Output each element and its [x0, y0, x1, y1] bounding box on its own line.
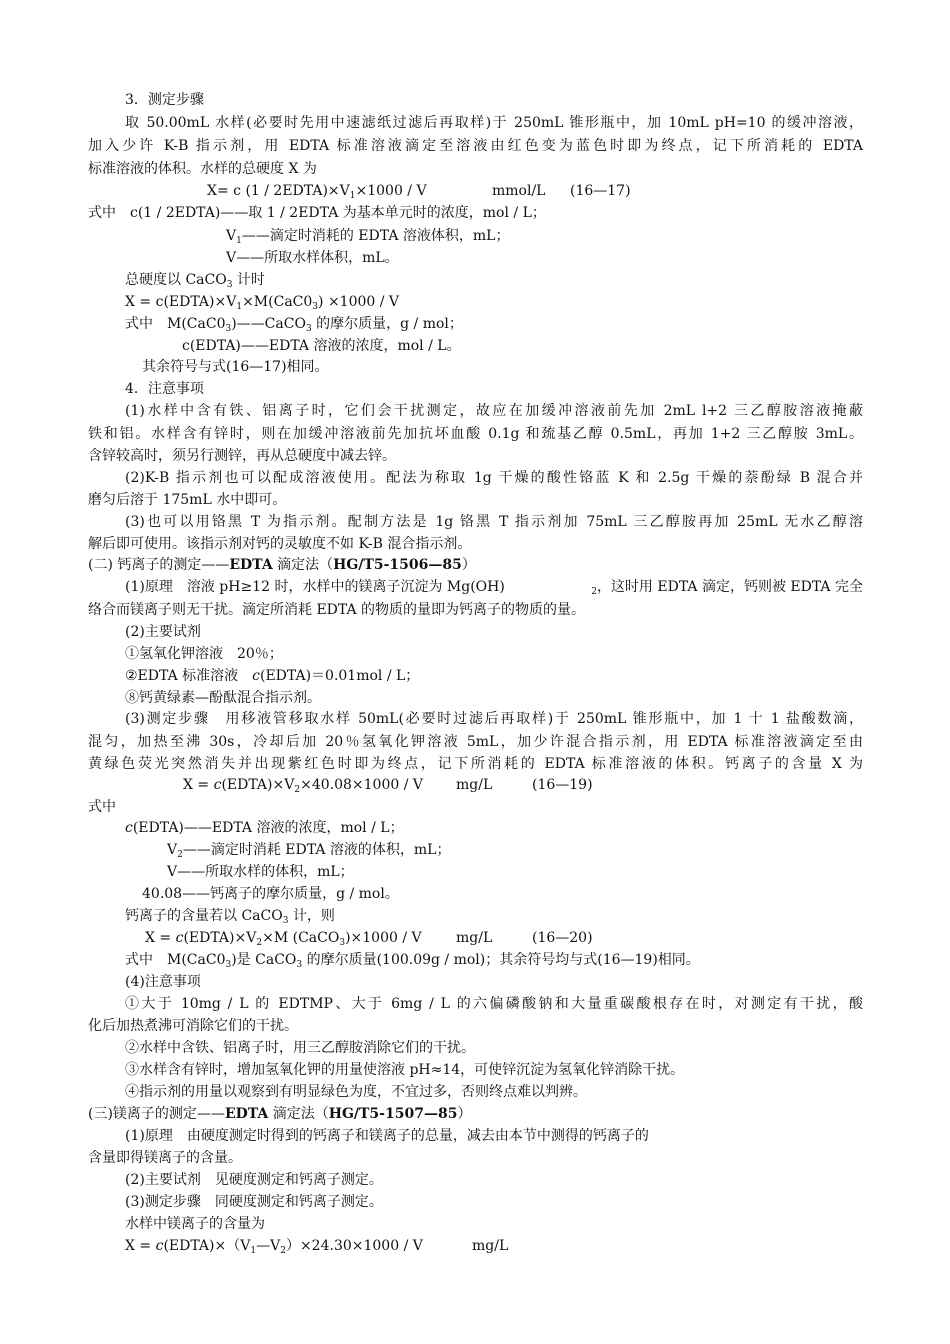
where-line: [88, 203, 546, 223]
where-line: [125, 314, 463, 334]
paragraph-line: [125, 709, 863, 729]
equation-number: [532, 775, 593, 795]
line-text: ②水样中含铁、铝离子时，用三乙醇胺消除它们的干扰。: [125, 1040, 475, 1056]
formula-part: X = c(EDTA)×V: [125, 294, 237, 310]
formula-16-19: [183, 775, 423, 795]
subscript: 2: [294, 785, 301, 795]
line-text: 式中 M(CaC0: [125, 316, 226, 332]
line-text: 钙离子的含量若以 CaCO: [125, 908, 283, 924]
formula-part: ）×24.30×1000 / V: [285, 1238, 423, 1254]
paragraph-line: [125, 906, 335, 926]
line-text: )是 CaCO: [231, 952, 297, 968]
paragraph-line: [125, 577, 863, 597]
subscript: 2: [177, 850, 183, 860]
list-item: [125, 644, 283, 664]
italic-symbol: c: [175, 930, 184, 946]
line-text: ①大于 10mg / L 的 EDTMP、大于 6mg / L 的六偏磷酸钠和大量重碳酸根存在时，对测定有干扰，酸: [125, 996, 863, 1012]
line-text: 式中 M(CaC0: [125, 952, 226, 968]
line-text: (3)测定步骤 用移液管移取水样 50mL(必要时过滤后再取样)于 250mL 锥形瓶中，加 1 十 1 盐酸数滴，: [125, 711, 863, 727]
line-text: ⑧钙黄绿素—酚酞混合指示剂。: [125, 690, 321, 706]
where-line: [125, 818, 404, 838]
subscript: 2: [591, 587, 597, 597]
line-text: (4)注意事项: [125, 974, 201, 990]
formula-part: ×40.08×1000 / V: [300, 777, 423, 793]
subscript: 3: [305, 324, 312, 334]
paragraph-line: [125, 1192, 383, 1212]
paragraph-line: [88, 1148, 242, 1168]
paragraph-line: [125, 512, 863, 532]
heading-bold: HG/T5-1507—85: [328, 1106, 458, 1122]
section-heading-calcium: [88, 555, 476, 575]
paragraph-line: [88, 600, 585, 620]
line-text: V——所取水样体积，mL。: [226, 250, 399, 266]
line-text: 计时: [232, 272, 265, 288]
paragraph-line: [88, 754, 863, 774]
line-text: 混匀，加热至沸 30s，冷却后加 20％氢氧化钾溶液 5mL，加少许混合指示剂，用 EDTA 标准溶液滴定至由: [88, 734, 863, 750]
subheading-notes: [125, 972, 201, 992]
heading-text: (二) 钙离子的测定——: [88, 557, 230, 573]
line-text: ，这时用 EDTA 滴定，钙则被 EDTA 完全: [596, 579, 863, 595]
formula-magnesium: [125, 1236, 423, 1256]
formula-part: X= c (1 / 2EDTA)×V: [207, 183, 350, 199]
paragraph-line: [125, 113, 863, 133]
formula-part: ) ×1000 / V: [318, 294, 400, 310]
where-line: [182, 336, 461, 356]
line-text: (2)主要试剂: [125, 624, 201, 640]
line-text: 40.08——钙离子的摩尔质量，g / mol。: [142, 886, 399, 902]
equation-number: [570, 181, 631, 201]
line-text: 铁和铝。水样含有锌时，则在加缓冲溶液前先加抗坏血酸 0.1g 和巯基乙醇 0.5mL，再加 1+2 三乙醇胺 3mL。: [88, 426, 863, 442]
formula-part: (EDTA)×V: [183, 930, 257, 946]
subscript: 1: [349, 191, 356, 201]
list-item: [125, 1038, 475, 1058]
line-text: ——滴定时消耗的 EDTA 溶液体积，mL；: [241, 228, 510, 244]
line-text: 络合而镁离子则无干扰。滴定所消耗 EDTA 的物质的量即为钙离子的物质的量。: [88, 602, 586, 618]
line-text: 式中 c(1 / 2EDTA)——取 1 / 2EDTA 为基本单元时的浓度，mol / L；: [88, 205, 546, 221]
italic-symbol: c: [125, 820, 133, 836]
line-text: V: [226, 228, 237, 244]
heading-text: (三)镁离子的测定——: [88, 1106, 225, 1122]
where-line: [167, 862, 354, 882]
paragraph-line: [125, 1170, 383, 1190]
subscript: 2: [256, 938, 263, 948]
subscript: 3: [339, 938, 346, 948]
formula-16-20: [145, 928, 422, 948]
formula-part: (EDTA)×V: [221, 777, 295, 793]
formula-part: ×M(CaC0: [242, 294, 313, 310]
line-text: V——所取水样的体积，mL；: [167, 864, 354, 880]
subscript: 1: [250, 1246, 257, 1256]
where-line: [167, 840, 450, 860]
line-text: V: [167, 842, 178, 858]
heading-bold: EDTA: [224, 1106, 269, 1122]
paragraph-line: [88, 159, 317, 179]
line-text: 式中: [88, 799, 116, 815]
line-text: 加入少许 K-B 指示剂，用 EDTA 标准溶液滴定至溶液由红色变为蓝色时即为终点，记下所消耗的 EDTA: [88, 138, 863, 154]
subscript: 3: [226, 280, 233, 290]
formula-part: X =: [145, 930, 176, 946]
italic-symbol: c: [213, 777, 222, 793]
where-line: [125, 950, 700, 970]
formula-part: X =: [125, 1238, 156, 1254]
paragraph-line: [88, 136, 863, 156]
line-text: (1)水样中含有铁、铝离子时，它们会干扰测定，故应在加缓冲溶液前先加 2mL l+2 三乙醇胺溶液掩蔽: [125, 403, 863, 419]
heading-bold: EDTA: [229, 557, 273, 573]
line-text: 磨匀后溶于 175mL 水中即可。: [88, 492, 287, 508]
paragraph-line: [125, 270, 265, 290]
heading-text: 4．注意事项: [125, 381, 204, 397]
line-text: ——滴定时消耗 EDTA 溶液的体积，mL；: [182, 842, 451, 858]
where-line: [88, 797, 116, 817]
line-text: 总硬度以 CaCO: [125, 272, 227, 288]
subscript: 3: [282, 916, 289, 926]
paragraph-line: [125, 468, 863, 488]
subheading-reagents: [125, 622, 201, 642]
italic-symbol: c: [155, 1238, 164, 1254]
unit-text: mg/L: [456, 930, 493, 946]
line-text: (2)K-B 指示剂也可以配成溶液使用。配法为称取 1g 干燥的酸性铬蓝 K 和 2.5g 干燥的萘酚绿 B 混合并: [125, 470, 863, 486]
paragraph-line: [125, 1126, 649, 1146]
line-text: (EDTA)——EDTA 溶液的浓度，mol / L；: [132, 820, 404, 836]
paragraph-line: [125, 994, 863, 1014]
paragraph-line: [88, 424, 863, 444]
equation-number-text: (16—17): [570, 183, 631, 199]
equation-number-text: (16—19): [532, 777, 593, 793]
equation-number-text: (16—20): [532, 930, 593, 946]
line-text: 黄绿色荧光突然消失并出现紫红色时即为终点，记下所消耗的 EDTA 标准溶液的体积。钙离子的含量 X 为: [88, 756, 863, 772]
line-text: (3)也可以用铬黑 T 为指示剂。配制方法是 1g 铬黑 T 指示剂加 75mL 三乙醇胺再加 25mL 无水乙醇溶: [125, 514, 863, 530]
paragraph-line: [125, 401, 863, 421]
line-text: (EDTA)＝0.01mol / L；: [259, 668, 420, 684]
heading-text: 3．测定步骤: [125, 92, 204, 108]
list-item: [125, 1082, 587, 1102]
line-text: 解后即可使用。该指示剂对钙的灵敏度不如 K-B 混合指示剂。: [88, 536, 472, 552]
line-text: ③水样含有锌时，增加氢氧化钾的用量使溶液 pH≈14，可使锌沉淀为氢氧化锌消除干扰。: [125, 1062, 685, 1078]
subscript: 3: [225, 324, 232, 334]
line-text: )——CaCO: [231, 316, 306, 332]
italic-symbol: c: [252, 668, 260, 684]
formula-part: —V: [256, 1238, 281, 1254]
paragraph-line: [88, 446, 396, 466]
unit-text: mg/L: [456, 777, 493, 793]
subscript: 3: [296, 960, 303, 970]
line-text: (1)原理 溶液 pH≥12 时，水样中的镁离子沉淀为 Mg(OH): [125, 579, 505, 595]
heading-text: ）: [457, 1106, 472, 1122]
line-text: (1)原理 由硬度测定时得到的钙离子和镁离子的总量，减去由本节中测得的钙离子的: [125, 1128, 649, 1144]
unit-text: mmol/L: [492, 183, 546, 199]
paragraph-line: [125, 1214, 265, 1234]
line-text: ①氢氧化钾溶液 20％；: [125, 646, 283, 662]
formula-unit: [472, 1236, 508, 1256]
paragraph-line: [88, 1016, 298, 1036]
section-heading-notes: [125, 379, 204, 399]
heading-bold: HG/T5-1506—85: [333, 557, 462, 573]
equation-number: [532, 928, 593, 948]
line-text: ②EDTA 标准溶液: [125, 668, 253, 684]
line-text: c(EDTA)——EDTA 溶液的浓度，mol / L。: [182, 338, 461, 354]
line-text: 标准溶液的体积。水样的总硬度 X 为: [88, 161, 317, 177]
line-text: (3)测定步骤 同硬度测定和钙离子测定。: [125, 1194, 383, 1210]
paragraph-line: [88, 490, 286, 510]
formula-part: ×M (CaCO: [262, 930, 340, 946]
subscript: 2: [280, 1246, 286, 1256]
where-line: [226, 226, 509, 246]
subscript: 1: [236, 236, 242, 246]
formula-part: X =: [183, 777, 214, 793]
line-text: 的摩尔质量，g / mol；: [311, 316, 463, 332]
section-heading-magnesium: [88, 1104, 471, 1124]
section-heading-procedure: [125, 90, 204, 110]
list-item: [125, 688, 321, 708]
paragraph-line: [142, 357, 329, 377]
formula-unit: [492, 181, 545, 201]
heading-text: 滴定法（: [272, 557, 334, 573]
line-text: 其余符号与式(16—17)相同。: [142, 359, 329, 375]
line-text: 的摩尔质量(100.09g / mol)；其余符号均与式(16—19)相同。: [302, 952, 700, 968]
where-line: [226, 248, 399, 268]
line-text: 水样中镁离子的含量为: [125, 1216, 265, 1232]
line-text: 含量即得镁离子的含量。: [88, 1150, 242, 1166]
heading-text: ）: [461, 557, 476, 573]
line-text: ④指示剂的用量以观察到有明显绿色为度，不宜过多，否则终点难以判辨。: [125, 1084, 587, 1100]
line-text: (2)主要试剂 见硬度测定和钙离子测定。: [125, 1172, 383, 1188]
unit-text: mg/L: [472, 1238, 509, 1254]
heading-text: 滴定法（: [268, 1106, 329, 1122]
where-line: [142, 884, 399, 904]
formula-part: )×1000 / V: [345, 930, 422, 946]
line-text: 含锌较高时，须另行测锌，再从总硬度中减去锌。: [88, 448, 396, 464]
subscript: 1: [236, 302, 243, 312]
paragraph-line: [88, 732, 863, 752]
subscript: 3: [225, 960, 232, 970]
line-text: 化后加热煮沸可消除它们的干扰。: [88, 1018, 298, 1034]
formula-16-17: [207, 181, 427, 201]
paragraph-line: [88, 534, 471, 554]
line-text: 取 50.00mL 水样(必要时先用中速滤纸过滤后再取样)于 250mL 锥形瓶中，加 10mL pH=10 的缓冲溶液，: [125, 115, 863, 131]
list-item: [125, 1060, 684, 1080]
formula-part: ×1000 / V: [355, 183, 427, 199]
formula-part: (EDTA)×（V: [163, 1238, 251, 1254]
formula-hardness-caco3: [125, 292, 399, 312]
formula-unit: [456, 775, 492, 795]
list-item: [125, 666, 419, 686]
formula-unit: [456, 928, 492, 948]
line-text: 计，则: [288, 908, 335, 924]
subscript: 3: [312, 302, 319, 312]
